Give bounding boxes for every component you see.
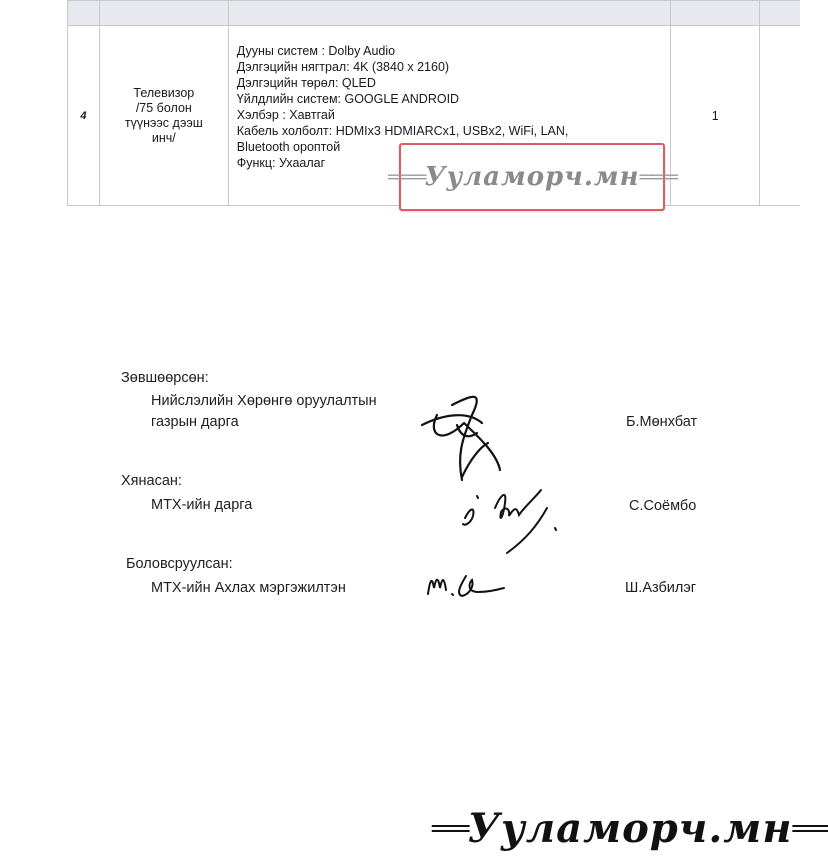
watermark-text: Ууламорч.мн: [424, 162, 640, 192]
prepared-title: МТХ-ийн Ахлах мэргэжилтэн: [151, 580, 346, 596]
watermark-right-wing-icon: ═══: [639, 165, 677, 188]
signature-reviewed-icon: [455, 478, 575, 568]
watermark-footer-text: Ууламорч.мн: [467, 804, 793, 852]
footer-left-wing-icon: ══: [431, 812, 468, 843]
prepared-name: Ш.Азбилэг: [625, 580, 697, 596]
watermark-left-wing-icon: ═══: [387, 165, 425, 188]
row-number: 4: [68, 26, 100, 206]
approved-title-line2: газрын дарга: [151, 414, 239, 430]
watermark-footer: [431, 795, 828, 861]
signature-prepared-icon: [422, 566, 512, 606]
footer-right-wing-icon: ══: [792, 812, 828, 843]
approved-title-line1: Нийслэлийн Хөрөнгө оруулалтын: [151, 393, 377, 409]
watermark-badge: [387, 143, 677, 211]
item-name: Телевизор /75 болон түүнээс дээш инч/: [99, 26, 228, 206]
item-specification: Дууны систем : Dolby Audio Дэлгэцийн нягтрал: 4K (3840 x 2160) Дэлгэцийн төрөл: QLED Үйлдлийн систем: GOOGLE ANDROID Хэлбэр : Хавтгай Кабель холболт: HDMIx3 HDMIARCx1, USBx2, WiFi, LAN, Bluetooth ороптой Функц: Ухаалаг: [228, 26, 671, 206]
item-quantity: 1: [671, 26, 760, 206]
reviewed-name: С.Соёмбо: [629, 498, 697, 514]
table-header-row: [68, 1, 801, 26]
prepared-heading: Боловсруулсан:: [126, 556, 233, 572]
reviewed-title: МТХ-ийн дарга: [151, 497, 253, 513]
approved-heading: Зөвшөөрсөн:: [121, 370, 209, 386]
approved-name: Б.Мөнхбат: [626, 414, 698, 430]
reviewed-heading: Хянасан:: [121, 473, 182, 489]
